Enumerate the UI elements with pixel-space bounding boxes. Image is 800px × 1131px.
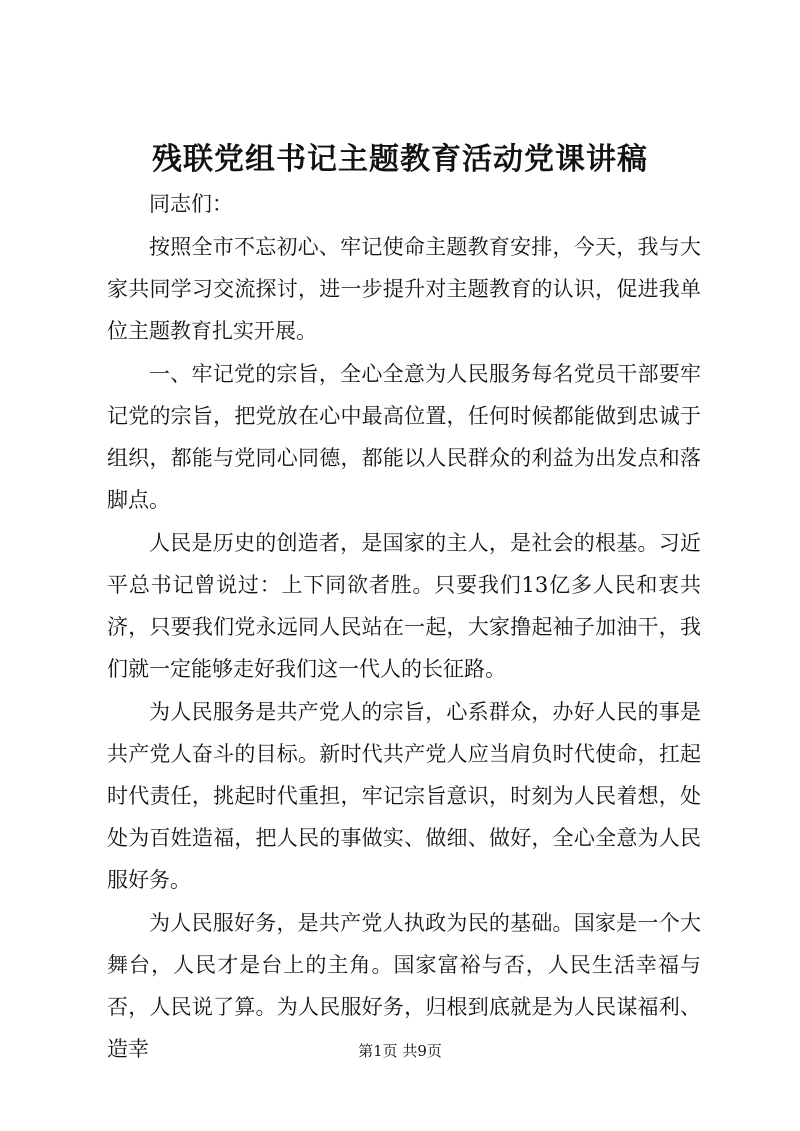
- document-title: 残联党组书记主题教育活动党课讲稿: [152, 142, 648, 177]
- paragraph-governance-basis: 为人民服好务，是共产党人执政为民的基础。国家是一个大舞台，人民才是台上的主角。国家富裕与否，人民生活幸福与否，人民说了算。为人民服好务，归根到底就是为人民谋福利、造幸: [107, 911, 701, 1061]
- paragraph-section-one: 一、牢记党的宗旨，全心全意为人民服务每名党员干部要牢记党的宗旨，把党放在心中最高位置，任何时候都能做到忠诚于组织，都能与党同心同德，都能以人民群众的利益为出发点和落脚点。: [107, 362, 701, 512]
- paragraph-introduction: 按照全市不忘初心、牢记使命主题教育安排，今天，我与大家共同学习交流探讨，进一步提升对主题教育的认识，促进我单位主题教育扎实开展。: [107, 235, 701, 343]
- paragraph-salutation: 同志们：: [149, 192, 233, 216]
- paragraph-serve-people: 为人民服务是共产党人的宗旨，心系群众，办好人民的事是共产党人奋斗的目标。新时代共产党人应当肩负时代使命，扛起时代责任，挑起时代重担，牢记宗旨意识，时刻为人民着想，处处为百姓造福，把人民的事做实、做细、做好，全心全意为人民服好务。: [107, 700, 701, 892]
- page-number-footer: 第1页 共9页: [358, 1042, 442, 1060]
- document-body: [107, 183, 701, 1071]
- paragraph-people-history: 人民是历史的创造者，是国家的主人，是社会的根基。习近平总书记曾说过：上下同欲者胜。只要我们13亿多人民和衷共济，只要我们党永远同人民站在一起，大家撸起袖子加油干，我们就一定能够走好我们这一代人的长征路。: [107, 531, 701, 681]
